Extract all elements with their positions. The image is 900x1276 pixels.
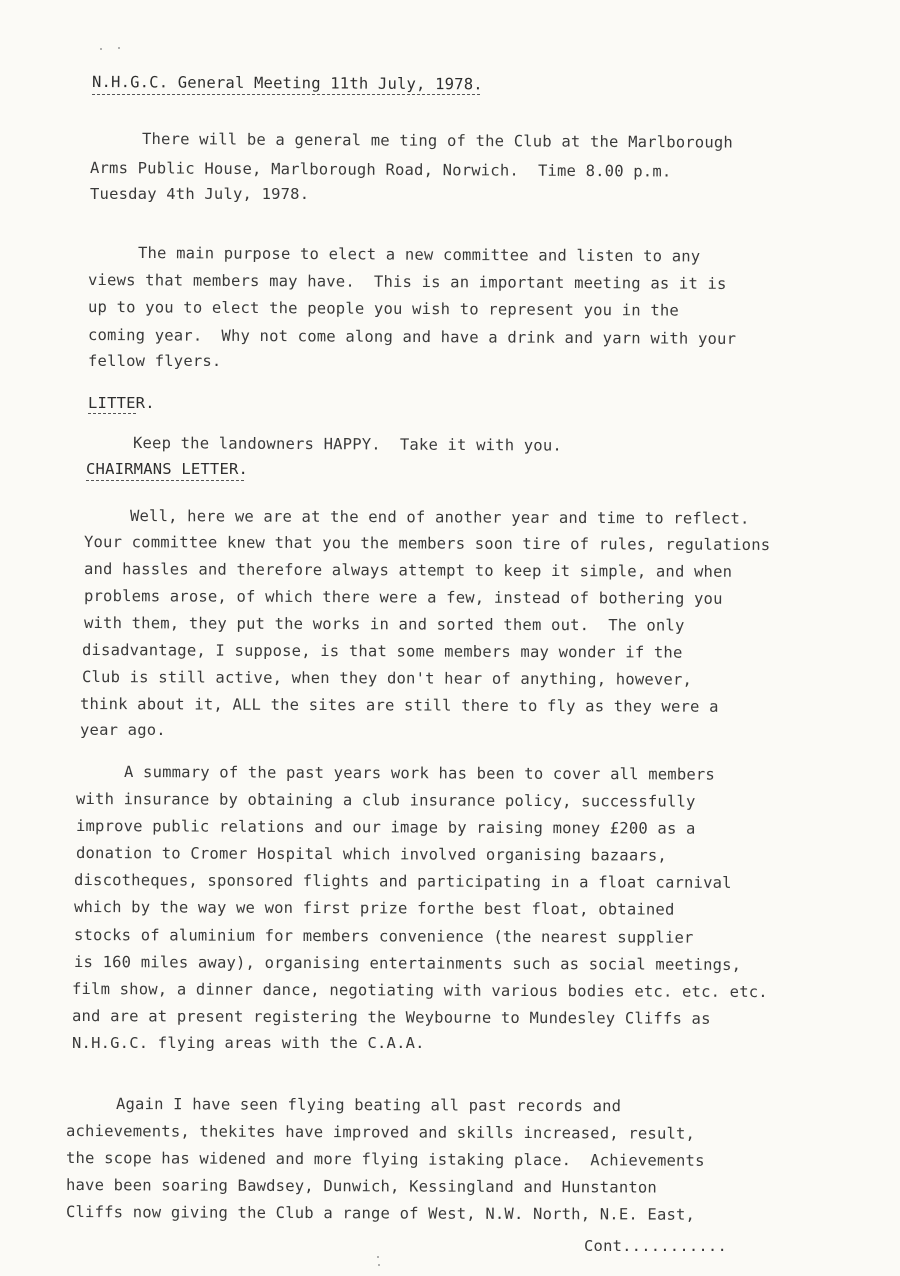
stray-mark: [377, 1256, 379, 1258]
notice-line-2: Arms Public House, Marlborough Road, Norwich. Time 8.00 p.m.: [89, 159, 672, 181]
chairman-para2-line-4: donation to Cromer Hospital which involved organising bazaars,: [75, 844, 668, 865]
stray-mark: [100, 48, 102, 50]
chairman-para3-line-4: have been soaring Bawdsey, Dunwich, Kessingland and Hunstanton: [65, 1176, 658, 1197]
chairman-para2-line-5: discotheques, sponsored flights and participating in a float carnival: [73, 871, 732, 892]
purpose-line-2: views that members may have. This is an important meeting as it is: [87, 271, 727, 293]
chairman-para2-line-6: which by the way we won first prize forthe best float, obtained: [73, 898, 675, 919]
chairman-para1-line-7: Club is still active, when they don't hear of anything, however,: [81, 668, 693, 689]
chairman-para3-line-3: the scope has widened and more flying istaking place. Achievements: [65, 1149, 705, 1170]
litter-heading: LITTER.: [88, 394, 155, 412]
purpose-line-4: coming year. Why not come along and have a drink and yarn with your: [87, 326, 737, 348]
litter-underline: [88, 413, 136, 414]
chairman-para1-line-4: problems arose, of which there were a few, instead of bothering you: [83, 587, 723, 608]
chairman-para2-line-11: N.H.G.C. flying areas with the C.A.A.: [72, 1034, 425, 1052]
litter-text: Keep the landowners HAPPY. Take it with you.: [132, 434, 562, 455]
chairman-para1-line-8: think about it, ALL the sites are still there to fly as they were a: [79, 695, 719, 716]
continued-marker: Cont...........: [584, 1237, 727, 1255]
chairman-para3-line-1: Again I have seen flying beating all past records and: [115, 1095, 622, 1116]
chairman-para1-line-2: Your committee knew that you the members soon tire of rules, regulations: [83, 533, 771, 554]
chairman-para1-line-6: disadvantage, I suppose, is that some members may wonder if the: [81, 641, 683, 662]
chairman-para2-line-3: improve public relations and our image by raising money £200 as a: [75, 817, 696, 838]
purpose-line-3: up to you to elect the people you wish to represent you in the: [87, 298, 680, 320]
stray-mark: [378, 1264, 380, 1266]
notice-line-1: There will be a general me ting of the Club at the Marlborough: [141, 130, 734, 152]
chairman-underline: [86, 480, 244, 481]
chairman-para1-line-3: and hassles and therefore always attempt to keep it simple, and when: [83, 560, 733, 581]
purpose-line-1: The main purpose to elect a new committee and listen to any: [137, 244, 701, 266]
chairman-para3-line-5: Cliffs now giving the Club a range of West, N.W. North, N.E. East,: [65, 1203, 696, 1224]
stray-mark: [118, 47, 120, 49]
page-title: N.H.G.C. General Meeting 11th July, 1978.: [91, 73, 483, 94]
title-underline: [92, 94, 480, 95]
chairman-para1-line-5: with them, they put the works in and sorted them out. The only: [83, 614, 685, 635]
chairman-para2-line-1: A summary of the past years work has been to cover all members: [123, 763, 716, 784]
chairman-para1-line-9: year ago.: [80, 721, 166, 739]
chairman-para2-line-2: with insurance by obtaining a club insurance policy, successfully: [75, 790, 696, 811]
purpose-line-5: fellow flyers.: [88, 352, 222, 370]
chairman-para2-line-10: and are at present registering the Weybourne to Mundesley Cliffs as: [71, 1007, 711, 1028]
chairman-para3-line-2: achievements, thekites have improved and skills increased, result,: [65, 1122, 696, 1143]
chairman-heading: CHAIRMANS LETTER.: [86, 460, 249, 478]
chairman-para2-line-7: stocks of aluminium for members convenience (the nearest supplier: [73, 926, 694, 947]
chairman-para2-line-8: is 160 miles away), organising entertainments such as social meetings,: [73, 953, 742, 974]
notice-line-3: Tuesday 4th July, 1978.: [90, 185, 310, 203]
chairman-para1-line-1: Well, here we are at the end of another year and time to reflect.: [129, 507, 750, 528]
chairman-para2-line-9: film show, a dinner dance, negotiating with various bodies etc. etc. etc.: [71, 980, 768, 1002]
